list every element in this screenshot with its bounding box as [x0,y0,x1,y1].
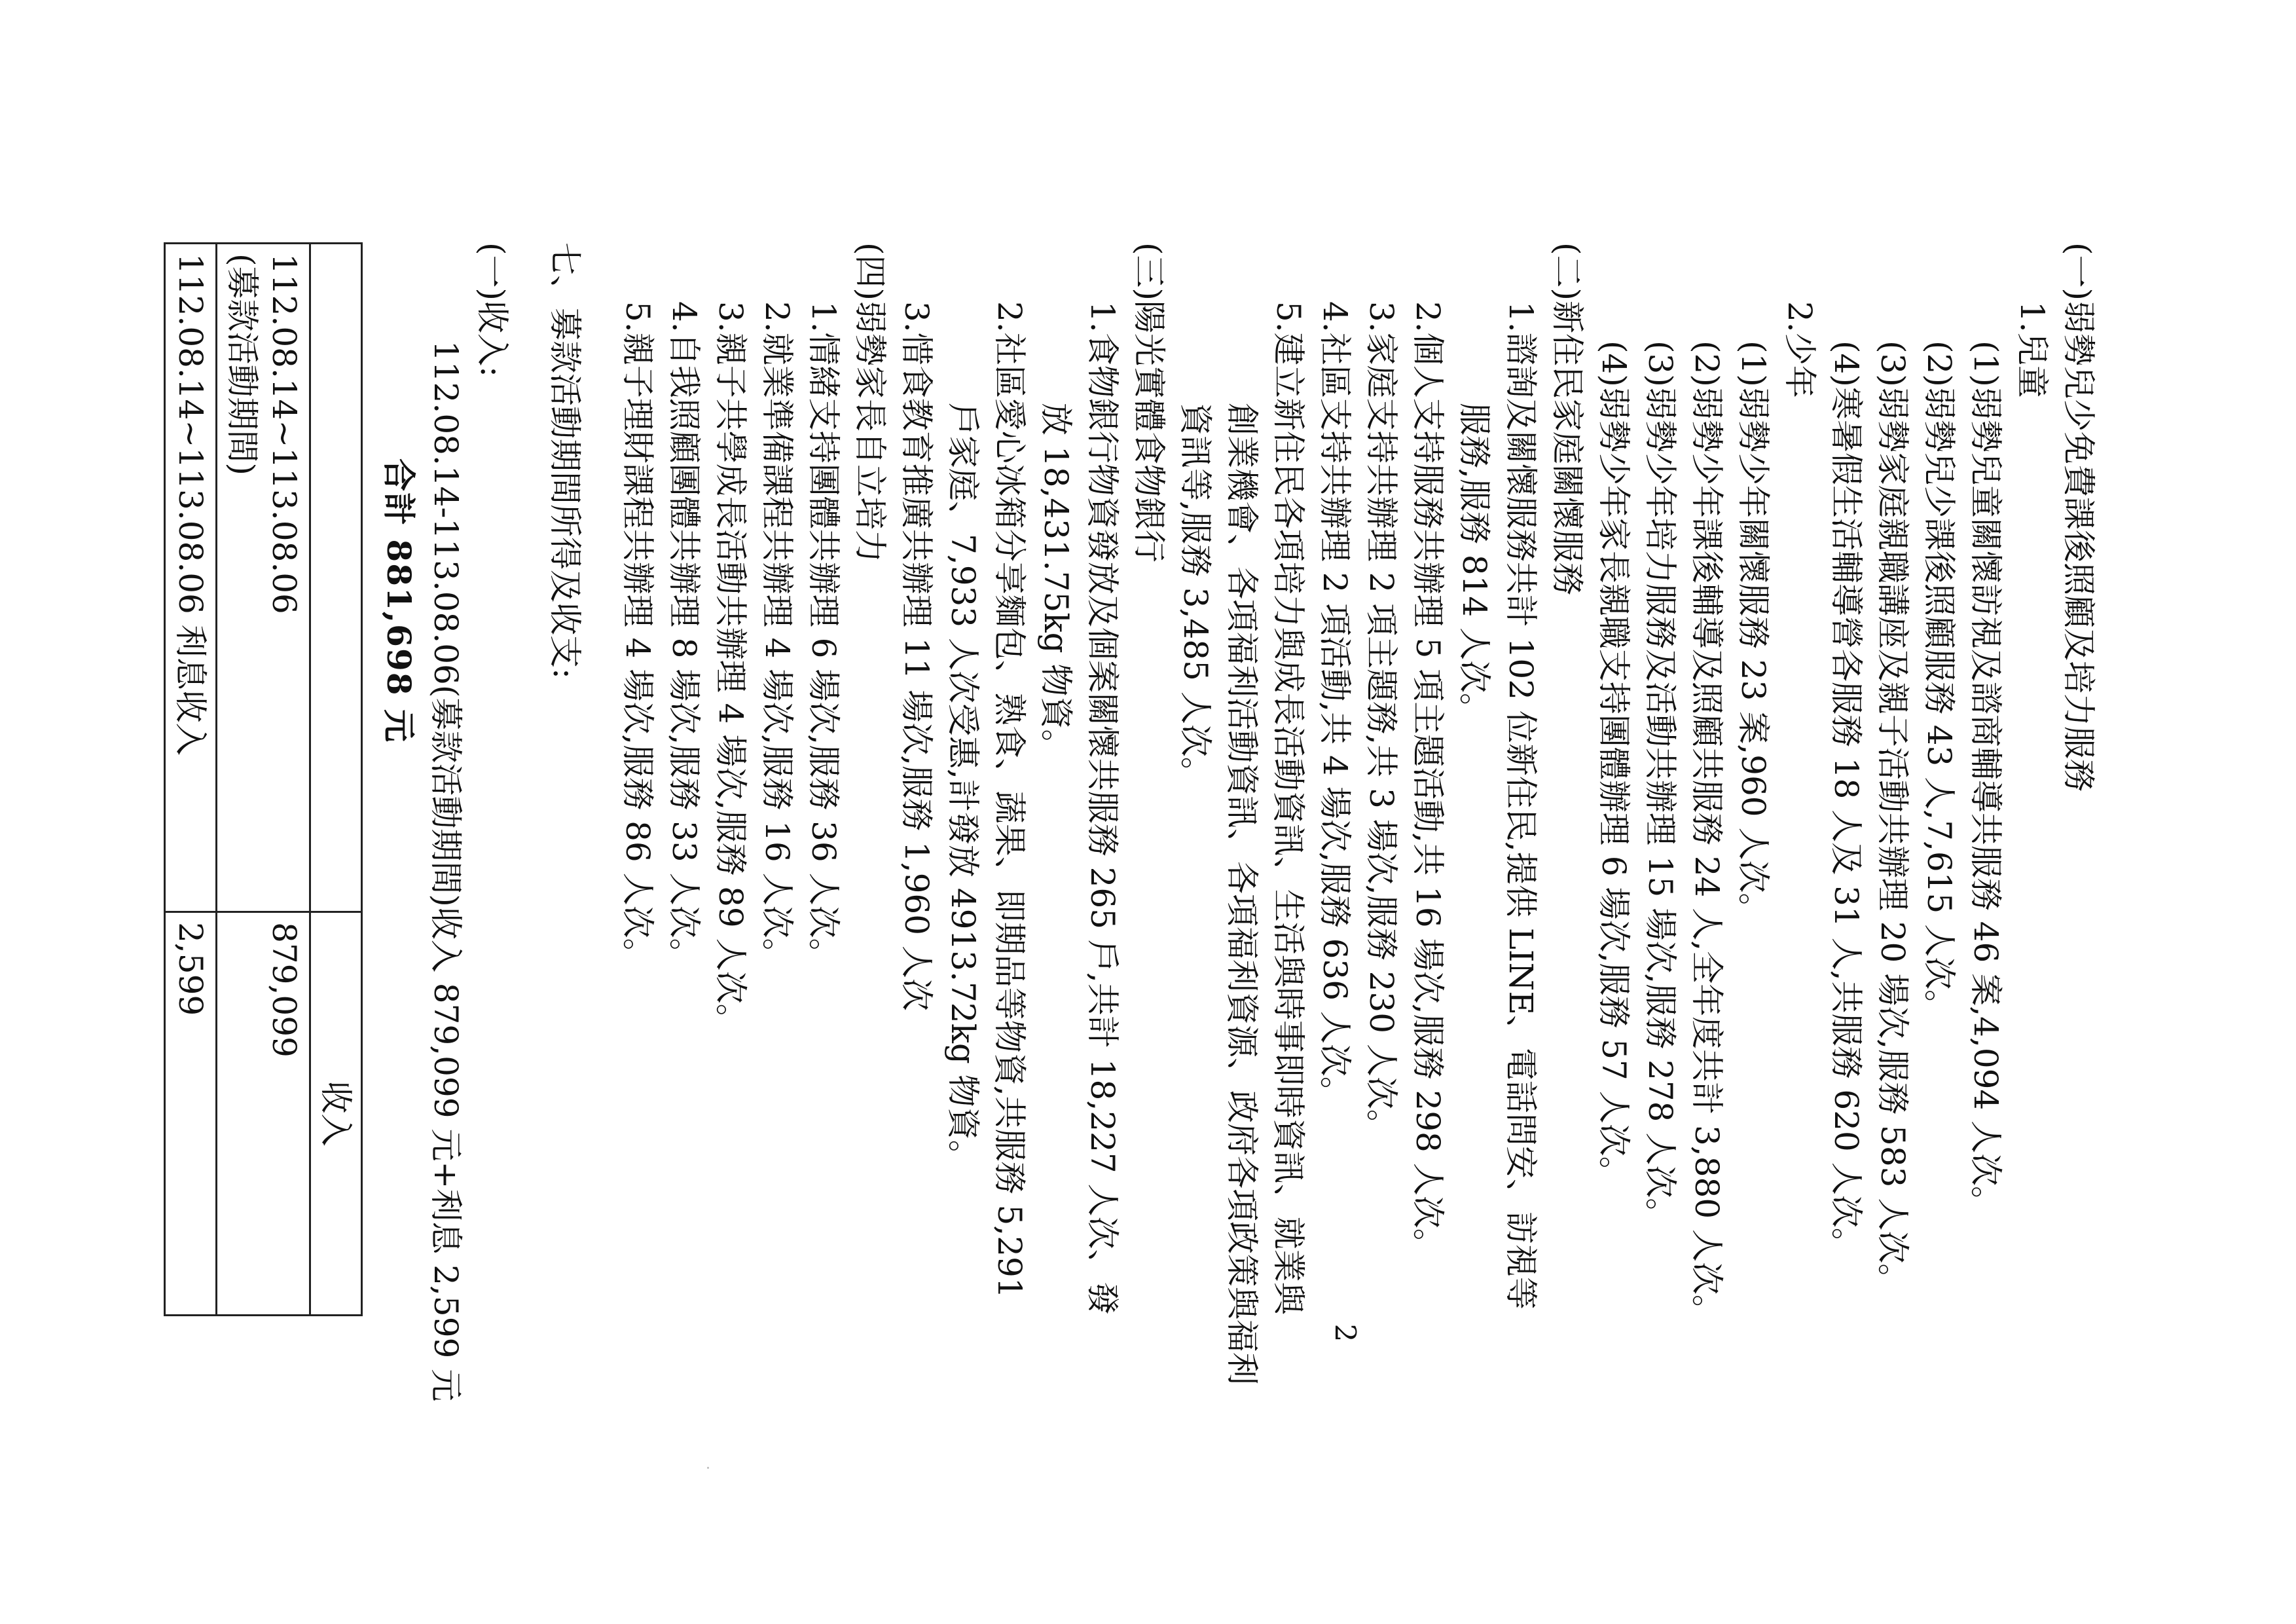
text-line: 5.建立新住民各項培力與成長活動資訊、生活與時事即時資訊、就業與 [1269,301,1307,1315]
text-line: 3.惜食教育推廣共辦理 11 場次,服務 1,960 人次 [898,301,936,1011]
table-header-income: 收入 [310,912,362,1316]
page-number: 2 [1328,1323,1362,1342]
section7-total: 合計 881,698 元 [380,458,418,743]
text-line: 1.情緒支持團體共辦理 6 場次,服務 36 人次。 [805,301,843,971]
scan-speck [707,1467,709,1469]
section7-sub: (一)收入: [473,242,511,377]
document-body [137,242,2102,1402]
text-line: (3)弱勢少年培力服務及活動共辦理 15 場次,服務 278 人次。 [1641,341,1679,1231]
income-table [164,242,363,1316]
text-line: 2.就業準備課程共辦理 4 場次,服務 16 人次。 [758,301,796,971]
text-line: (1)弱勢兒童關懷訪視及諮商輔導共服務 46 案,4,094 人次。 [1967,341,2005,1219]
text-line: (1)弱勢少年關懷服務 23 案,960 人次。 [1734,341,1772,926]
text-line: (2)弱勢兒少課後照顧服務 43 人,7,615 人次。 [1920,341,1958,1023]
text-line: 4.社區支持共辦理 2 項活動,共 4 場次,服務 636 人次。 [1316,301,1354,1109]
content-lines [614,242,2102,1385]
text-line: 3.親子共學成長活動共辦理 4 場次,服務 89 人次。 [712,301,750,1037]
table-row [165,244,217,1316]
text-line: (4)寒暑假生活輔導營各服務 18 人及 31 人,共服務 620 人次。 [1827,341,1865,1261]
row2-period: 112.08.14~113.08.06 利息收入 [165,244,217,912]
text-line: 服務,服務 814 人次。 [1455,403,1493,726]
text-line: 4.自我照顧團體共辦理 8 場次,服務 33 人次。 [665,301,703,971]
text-line: 1.諮詢及關懷服務共計 102 位新住民,提供 LINE、電話問安、訪視等 [1502,301,1540,1310]
text-line: 戶家庭、7,933 人次受惠,計發放 4913.72kg 物資。 [944,403,982,1173]
text-line: 資訊等,服務 3,485 人次。 [1176,403,1214,790]
text-line: (二)新住民家庭關懷服務 [1548,242,1586,596]
section7-income-line: 112.08.14-113.08.06(募款活動期間)收入 879,099 元+利息 2,599 元 [427,341,465,1402]
text-line: 3.家庭支持共辦理 2 項主題務,共 3 場次,服務 230 人次。 [1362,301,1400,1142]
section7-heading: 七、募款活動期間所得及收支: [546,242,584,679]
text-line: 5.親子理財課程共辦理 4 場次,服務 86 人次。 [619,301,657,971]
text-line: (三)陽光實體食物銀行 [1130,242,1168,563]
text-line: 1.食物銀行物資發放及個案關懷共服務 265 戶,共計 18,227 人次、發 [1084,301,1121,1315]
text-line: (3)弱勢家庭親職講座及親子活動共辦理 20 場次,服務 583 人次。 [1874,341,1912,1297]
text-line: 放 18,431.75kg 物資。 [1037,403,1075,762]
text-line: 2.少年 [1781,301,1819,398]
table-header-row [310,244,362,1316]
text-line: 創業機會、各項福利活動資訊、各項福利資源、政府各項政策與福利 [1223,403,1261,1385]
row1-amount: 879,099 [217,912,310,1316]
table-cell-period [217,244,310,912]
text-line: (四)弱勢家長自立培力 [851,242,889,563]
table-header-empty [310,244,362,912]
text-line: (4)弱勢少年家長親職支持團體辦理 6 場次,服務 57 人次。 [1595,341,1633,1189]
row1-note: (募款活動期間) [223,253,261,476]
text-line: 1.兒童 [2013,301,2051,398]
table-row [217,244,310,1316]
row2-amount: 2,599 [165,912,217,1316]
row1-period: 112.08.14~113.08.06 [265,253,303,614]
text-line: 2.個人支持服務共辦理 5 項主題活動,共 16 場次,服務 298 人次。 [1409,301,1447,1261]
text-line: (2)弱勢少年課後輔導及照顧共服務 24 人,全年度共計 3,880 人次。 [1688,341,1726,1328]
text-line: (一)弱勢兒少免費課後照顧及培力服務 [2060,242,2098,792]
text-line: 2.社區愛心冰箱分享麵包、熟食、蔬果、即期品等物資,共服務 5,291 [991,301,1029,1299]
